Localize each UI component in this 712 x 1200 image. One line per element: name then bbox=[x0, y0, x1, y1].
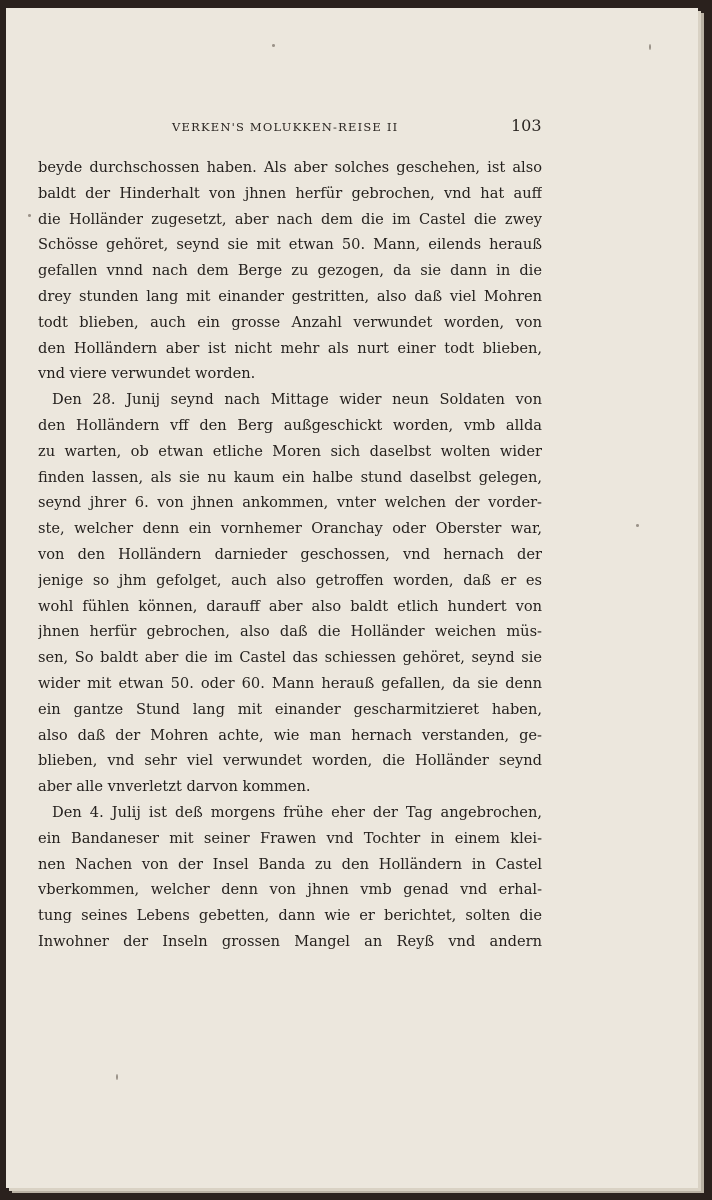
text-line: vberkommen, welcher denn von jhnen vmb genad vnd erhal- bbox=[38, 881, 542, 899]
paper-speck bbox=[116, 1074, 118, 1080]
text-line: baldt der Hinderhalt von jhnen herfür gebrochen, vnd hat auff bbox=[38, 184, 542, 202]
text-line: beyde durchschossen haben. Als aber solches geschehen, ist also bbox=[38, 159, 542, 176]
text-line: Inwohner der Inseln grossen Mangel an Reyß vnd andern bbox=[38, 932, 542, 950]
text-line: nen Nachen von der Insel Banda zu den Holländern in Castel bbox=[38, 855, 542, 873]
text-line: tung seines Lebens gebetten, dann wie er berichtet, solten die bbox=[38, 907, 542, 925]
paper-speck bbox=[636, 524, 639, 527]
paper-speck bbox=[28, 214, 31, 217]
paragraph-3 bbox=[38, 800, 542, 955]
page-number: 103 bbox=[511, 116, 542, 135]
text-line: den Holländern vff den Berg außgeschickt worden, vmb allda bbox=[38, 416, 542, 434]
text-line: ein Bandaneser mit seiner Frawen vnd Tochter in einem klei- bbox=[38, 829, 542, 847]
text-line: ein gantze Stund lang mit einander gescharmitzieret haben, bbox=[38, 700, 542, 718]
text-line: vnd viere verwundet worden. bbox=[38, 365, 256, 383]
text-line: also daß der Mohren achte, wie man hernach verstanden, ge- bbox=[38, 726, 542, 744]
text-line: wider mit etwan 50. oder 60. Mann herauß gefallen, da sie denn bbox=[38, 674, 542, 692]
text-line: drey stunden lang mit einander gestritten, also daß viel Mohren bbox=[38, 287, 542, 305]
text-line: zu warten, ob etwan etliche Moren sich daselbst wolten wider bbox=[38, 442, 542, 460]
text-line: Den 4. Julij ist deß morgens frühe eher der Tag angebrochen, bbox=[52, 803, 542, 821]
text-line: die Holländer zugesetzt, aber nach dem die im Castel die zwey bbox=[38, 210, 542, 228]
text-line: ste, welcher denn ein vornhemer Oranchay oder Oberster war, bbox=[38, 520, 542, 538]
text-line: den Holländern aber ist nicht mehr als nurt einer todt blieben, bbox=[38, 339, 542, 357]
book-page bbox=[6, 8, 698, 1188]
text-line: gefallen vnnd nach dem Berge zu gezogen, da sie dann in die bbox=[38, 262, 542, 280]
text-line: blieben, vnd sehr viel verwundet worden, die Holländer seynd bbox=[38, 752, 542, 770]
text-line: seynd jhrer 6. von jhnen ankommen, vnter welchen der vorder- bbox=[38, 494, 542, 512]
running-header bbox=[6, 116, 698, 142]
text-line: Den 28. Junij seynd nach Mittage wider neun Soldaten von bbox=[52, 391, 542, 409]
paper-speck bbox=[272, 44, 275, 47]
running-title: VERKEN'S MOLUKKEN-REISE II bbox=[172, 120, 399, 134]
paragraph-1 bbox=[38, 155, 542, 387]
paragraph-2 bbox=[38, 387, 542, 800]
page-edge bbox=[698, 16, 704, 1186]
text-line: aber alle vnverletzt darvon kommen. bbox=[38, 778, 311, 796]
text-line: Schösse gehöret, seynd sie mit etwan 50. Mann, eilends herauß bbox=[38, 236, 542, 254]
text-line: jhnen herfür gebrochen, also daß die Holländer weichen müs- bbox=[38, 623, 542, 641]
body-text bbox=[38, 155, 542, 955]
paper-speck bbox=[649, 44, 651, 50]
text-line: finden lassen, als sie nu kaum ein halbe stund daselbst gelegen, bbox=[38, 468, 542, 486]
text-line: von den Holländern darnieder geschossen, vnd hernach der bbox=[38, 545, 542, 563]
text-line: wohl fühlen können, darauff aber also baldt etlich hundert von bbox=[38, 597, 542, 615]
text-line: sen, So baldt aber die im Castel das schiessen gehöret, seynd sie bbox=[38, 649, 542, 667]
text-line: todt blieben, auch ein grosse Anzahl verwundet worden, von bbox=[38, 313, 542, 331]
text-line: jenige so jhm gefolget, auch also getroffen worden, daß er es bbox=[38, 571, 542, 589]
